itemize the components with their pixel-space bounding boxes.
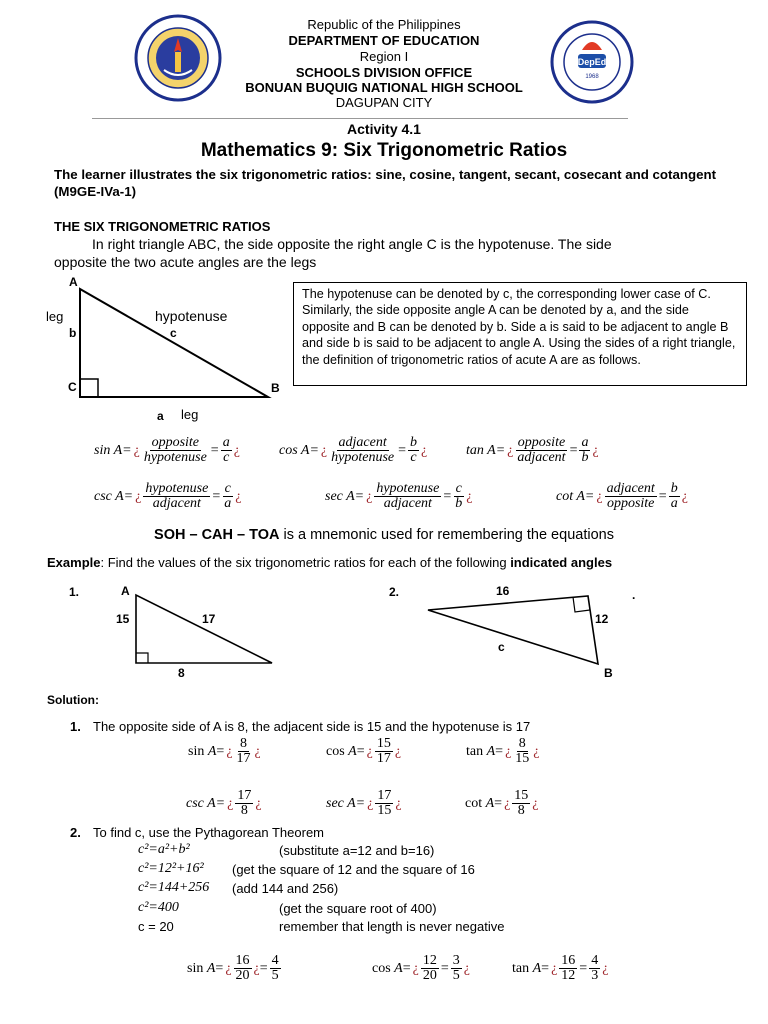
leg-label-left: leg — [46, 309, 64, 324]
header-city: DAGUPAN CITY — [335, 95, 433, 110]
def-csc: csc A= ¿ $\frac{\text{hypotenuse}}{\text{adjacent}}$ = $\frac{c}{a}$ ¿ — [94, 481, 242, 511]
sol1-sec: sec A= ¿ $\frac{17}{15}$ ¿ — [326, 788, 402, 818]
hypotenuse-label: hypotenuse — [155, 308, 228, 324]
header-region: Region I — [359, 49, 409, 64]
sol2-sin: sin A= ¿ $\frac{16}{20}$ ¿ = $\frac{4}{5}$ — [187, 953, 279, 983]
header-divider — [92, 118, 628, 119]
side-b-label: b — [69, 326, 77, 340]
step-4-note: (get the square root of 400) — [279, 901, 437, 916]
header-division: SCHOOLS DIVISION OFFICE — [295, 65, 473, 80]
step-2-eq: c²=12²+16² — [138, 861, 204, 876]
side-c-label: c — [170, 326, 177, 340]
def-cos: cos A= ¿ $\frac{\text{adjacent}}{\text{hypotenuse}}$ = $\frac{b}{c}$ ¿ — [279, 435, 428, 465]
def-sec: sec A= ¿ $\frac{\text{hypotenuse}}{\text{adjacent}}$ = $\frac{c}{b}$ ¿ — [325, 481, 473, 511]
def-tan: tan A= ¿ $\frac{\text{opposite}}{\text{adjacent}}$ = $\frac{a}{b}$ ¿ — [466, 435, 599, 465]
mnemonic-line: SOH – CAH – TOA is a mnemonic used for remembering the equations — [154, 527, 614, 543]
def-cot: cot A= ¿ $\frac{\text{adjacent}}{\text{opposite}}$ = $\frac{b}{a}$ ¿ — [556, 481, 688, 511]
section-heading: THE SIX TRIGONOMETRIC RATIOS — [54, 219, 271, 234]
vertex-c-label: C — [68, 380, 77, 394]
header-department: DEPARTMENT OF EDUCATION — [288, 33, 480, 48]
definition-box: The hypotenuse can be denoted by c, the corresponding lower case of C. Similarly, the side opposite angle A can be denoted by a, and the side opposite and B can be denoted by b. Side a is said to be adjacent to angle B and side b is said to be adjacent to angle A. Using the sides of a right triangle, the definition of trigonometric ratios of acute A are as follows. — [293, 282, 747, 386]
vertex-b-label: B — [271, 381, 280, 395]
sol1-cos: cos A= ¿ $\frac{15}{17}$ ¿ — [326, 736, 402, 766]
sol2-cos: cos A= ¿ $\frac{12}{20}$ = $\frac{3}{5}$ ¿ — [372, 953, 470, 983]
sol1-tan: tan A= ¿ $\frac{8}{15}$ ¿ — [466, 736, 540, 766]
objective: The learner illustrates the six trigonometric ratios: sine, cosine, tangent, secant, cosecant and cotangent (M9GE-IVa-1) — [54, 167, 717, 199]
step-3-eq: c²=144+256 — [138, 880, 210, 895]
svg-text:1968: 1968 — [585, 74, 599, 80]
sol1-cot: cot A= ¿ $\frac{15}{8}$ ¿ — [465, 788, 539, 818]
ex2-number: 2. — [389, 585, 400, 599]
ex1-side-15: 15 — [116, 612, 130, 626]
side-a-label: a — [157, 409, 164, 423]
ex2-vertex-b: B — [604, 666, 613, 680]
intro-line-1: In right triangle ABC, the side opposite the right angle C is the hypotenuse. The side — [92, 236, 612, 252]
sol2-number: 2. — [70, 825, 81, 840]
ex1-number: 1. — [69, 585, 80, 599]
def-sin: sin A= ¿ $\frac{\text{opposite}}{\text{hypotenuse}}$ = $\frac{a}{c}$ ¿ — [94, 435, 240, 465]
step-2-note: (get the square of 12 and the square of 16 — [232, 862, 475, 877]
svg-text:DepEd: DepEd — [577, 57, 607, 67]
ex1-triangle — [120, 585, 280, 669]
step-5-note: remember that length is never negative — [279, 919, 505, 934]
step-5-eq: c = 20 — [138, 919, 174, 934]
header-republic: Republic of the Philippines — [307, 17, 461, 32]
intro-line-2: opposite the two acute angles are the legs — [54, 254, 317, 270]
ex1-hyp-17: 17 — [202, 612, 216, 626]
header-school: BONUAN BUQUIG NATIONAL HIGH SCHOOL — [245, 80, 523, 95]
step-1-eq: c²=a²+b² — [138, 842, 190, 857]
ex2-side-16: 16 — [496, 584, 510, 598]
ex1-vertex-a: A — [121, 584, 130, 598]
sol1-csc: csc A= ¿ $\frac{17}{8}$ ¿ — [186, 788, 262, 818]
step-1-note: (substitute a=12 and b=16) — [279, 843, 435, 858]
activity-label: Activity 4.1 — [347, 121, 421, 137]
sol1-number: 1. — [70, 719, 81, 734]
ex2-side-12: 12 — [595, 612, 609, 626]
sol2-text: To find c, use the Pythagorean Theorem — [93, 825, 325, 840]
right-triangle-abc — [60, 275, 290, 405]
vertex-a-label: A — [69, 275, 78, 289]
solution-label: Solution: — [47, 693, 99, 707]
example-line: Example: Find the values of the six trigonometric ratios for each of the following indicated angles — [47, 555, 613, 570]
leg-label-bottom: leg — [181, 407, 199, 422]
ex2-triangle — [420, 590, 600, 670]
page-title: Mathematics 9: Six Trigonometric Ratios — [200, 140, 568, 161]
ex1-side-8: 8 — [178, 666, 185, 680]
sol1-sin: sin A= ¿ $\frac{8}{17}$ ¿ — [188, 736, 261, 766]
step-4-eq: c²=400 — [138, 900, 179, 915]
ex2-dot: . — [632, 588, 636, 602]
sol2-tan: tan A= ¿ $\frac{16}{12}$ = $\frac{4}{3}$ ¿ — [512, 953, 609, 983]
sol1-text: The opposite side of A is 8, the adjacent side is 15 and the hypotenuse is 17 — [93, 719, 531, 734]
step-3-note: (add 144 and 256) — [232, 881, 339, 896]
ex2-side-c: c — [498, 640, 505, 654]
